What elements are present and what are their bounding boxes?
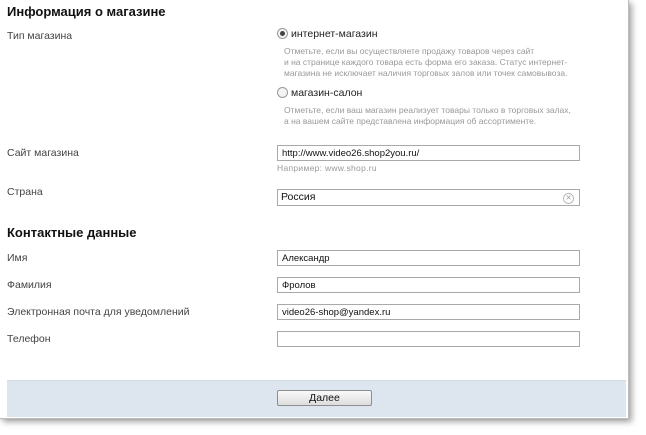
email-label: Электронная почта для уведомлений [7, 306, 190, 318]
store-type-label: Тип магазина [7, 30, 73, 42]
salon-hint [284, 105, 571, 127]
online-store-hint [284, 46, 567, 79]
site-input[interactable] [277, 145, 580, 161]
radio-salon-label[interactable]: магазин-салон [291, 87, 363, 99]
hint-line: и на странице каждого товара есть форма его заказа. Статус интернет- [284, 57, 568, 67]
phone-label: Телефон [7, 333, 51, 345]
surname-label: Фамилия [7, 279, 52, 291]
form-footer [7, 380, 626, 417]
site-label: Сайт магазина [7, 147, 79, 159]
hint-line: а на вашем сайте представлена информация об ассортименте. [284, 116, 537, 126]
clear-icon[interactable]: ✕ [563, 193, 574, 204]
site-hint: Например: www.shop.ru [277, 163, 377, 173]
hint-line: Отметьте, если вы осуществляете продажу товаров через сайт [284, 46, 535, 56]
email-input[interactable] [277, 304, 580, 320]
store-info-heading: Информация о магазине [7, 4, 166, 19]
country-label: Страна [7, 186, 43, 198]
contacts-heading: Контактные данные [7, 225, 137, 240]
name-input[interactable] [277, 250, 580, 266]
hint-line: магазина не исключает наличия торговых залов или точек самовывоза. [284, 68, 568, 78]
country-value: Россия [281, 191, 316, 203]
name-label: Имя [7, 252, 28, 264]
next-button[interactable]: Далее [277, 390, 372, 406]
surname-input[interactable] [277, 277, 580, 293]
radio-online-store[interactable] [277, 28, 288, 39]
radio-online-store-label[interactable]: интернет-магазин [291, 28, 378, 40]
country-select[interactable] [277, 189, 580, 206]
phone-input[interactable] [277, 331, 580, 347]
hint-line: Отметьте, если ваш магазин реализует товары только в торговых залах, [284, 105, 571, 115]
radio-salon[interactable] [277, 87, 288, 98]
